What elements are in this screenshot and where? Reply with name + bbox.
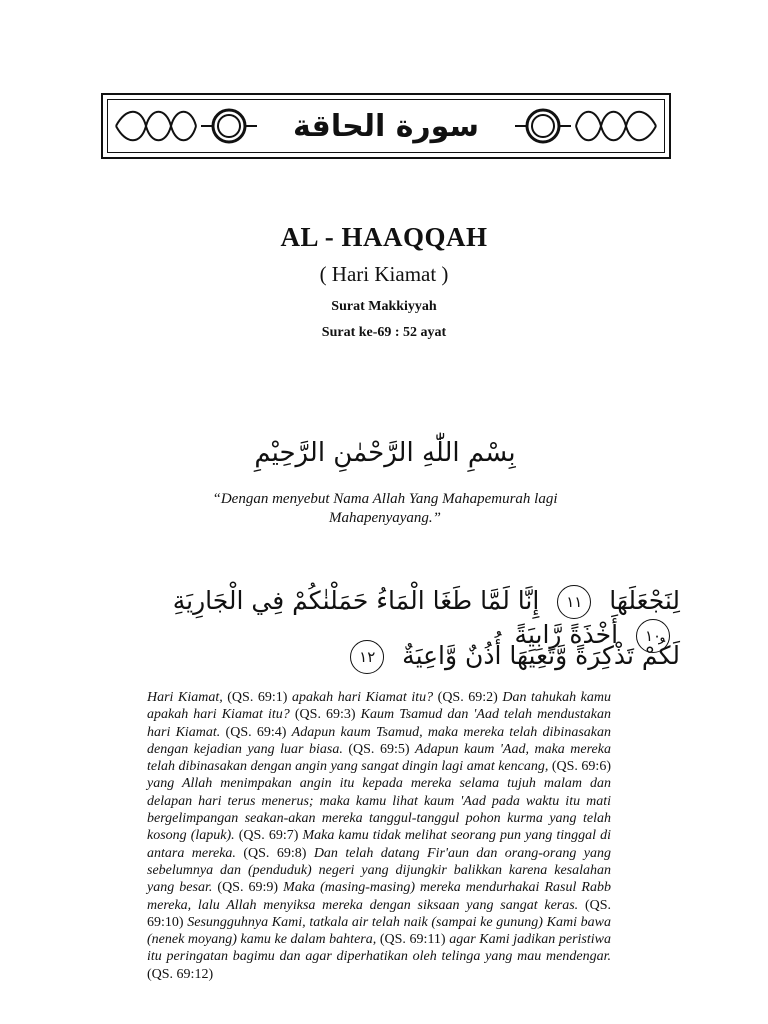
verse-reference: (QS. 69:3)	[289, 707, 361, 723]
arabesque-ornament-left	[111, 105, 261, 147]
ayah-number-marker: ١١	[557, 585, 591, 619]
verse-reference: (QS. 69:12)	[147, 966, 214, 982]
verse-reference: (QS. 69:6)	[548, 759, 611, 775]
basmalah-arabic: بِسْمِ اللّٰهِ الرَّحْمٰنِ الرَّحِيْمِ	[254, 438, 516, 468]
surah-meaning: ( Hari Kiamat )	[319, 262, 449, 286]
verse-reference: (QS. 69:2)	[433, 690, 503, 705]
arabesque-ornament-right	[511, 105, 661, 147]
verse-text: لِنَجْعَلَهَا	[609, 586, 680, 615]
translation-text: Sesungguhnya Kami, tatkala air telah naik (sampai ke gunung) Kami bawa (nenek moyang) kamu ke dalam bahtera,	[147, 914, 611, 948]
surah-verse-count: Surat ke-69 : 52 ayat	[321, 325, 447, 340]
translation-text: agar Kami jadikan peristiwa itu peringatan bagimu dan agar diperhatikan oleh telinga yang mau mendengar.	[147, 932, 611, 965]
verse-reference: (QS. 69:4)	[220, 724, 292, 740]
translation-text: Hari Kiamat,	[147, 690, 223, 705]
surah-latin-title: AL - HAAQQAH	[280, 222, 488, 252]
translation-text: Kaum Tsamud dan 'Aad telah mendustakan hari Kiamat.	[147, 707, 611, 740]
translation-text: Adapun kaum Tsamud, maka mereka telah dibinasakan dengan kejadian yang luar biasa.	[147, 724, 611, 757]
arabic-verse-line-2	[140, 640, 680, 674]
translation-text: Adapun kaum 'Aad, maka mereka telah dibinasakan dengan angin yang sangat dingin lagi amat kencang,	[147, 741, 611, 775]
verse-reference: (QS. 69:1)	[222, 690, 292, 705]
verse-text: لَكُمْ تَذْكِرَةً وَّتَعِيَهَا أُذُنٌ وَّاعِيَةٌ	[402, 641, 680, 670]
translation-text: Dan tahukah kamu apakah hari Kiamat itu?	[147, 690, 611, 723]
translation-text: Maka (masing-masing) mereka mendurhakai Rasul Rabb mereka, lalu Allah menyiksa mereka dengan siksaan yang sangat keras.	[147, 880, 611, 913]
verse-text: إِنَّا لَمَّا طَغَا الْمَاءُ حَمَلْنٰكُمْ فِي الْجَارِيَةِ	[172, 586, 540, 615]
verse-reference: (QS. 69:9)	[212, 880, 284, 896]
verse-reference: (QS. 69:11)	[376, 932, 450, 948]
verse-reference: (QS. 69:8)	[235, 845, 314, 861]
ayah-number-marker: ١٢	[350, 640, 384, 674]
translation-text: Dan telah datang Fir'aun dan orang-orang yang sebelumnya dan (penduduk) negeri yang dijungkir balikkan karena kesalahan yang besar.	[147, 845, 611, 896]
verse-reference: (QS. 69:7)	[234, 828, 303, 844]
surah-type: Surat Makkiyyah	[331, 299, 437, 314]
translation-text: apakah hari Kiamat itu?	[291, 690, 434, 705]
verse-reference: (QS. 69:10)	[147, 897, 611, 930]
surah-title-banner	[101, 93, 671, 159]
basmalah-translation: “Dengan menyebut Nama Allah Yang Mahapemurah lagi Mahapenyayang.”	[212, 491, 558, 526]
translation-text: yang Allah menimpakan angin itu kepada mereka selama tujuh malam dan delapan hari terus menerus; maka kamu lihat kaum 'Aad pada waktu itu mati bergelimpangan seakan-akan mereka tanggul-tanggul pohon kurma yang telah kosong (lapuk).	[147, 776, 611, 844]
verse-translation-paragraph	[147, 689, 611, 983]
ayah-number-marker: ١٠	[636, 619, 670, 653]
translation-text: Maka kamu tidak melihat seorang pun yang tinggal di antara mereka.	[147, 828, 611, 861]
verse-text: أَخْذَةً رَّابِيَةً	[514, 620, 619, 649]
surah-arabic-title: سورة الحاقة	[285, 109, 487, 144]
verse-reference: (QS. 69:5)	[342, 741, 416, 757]
